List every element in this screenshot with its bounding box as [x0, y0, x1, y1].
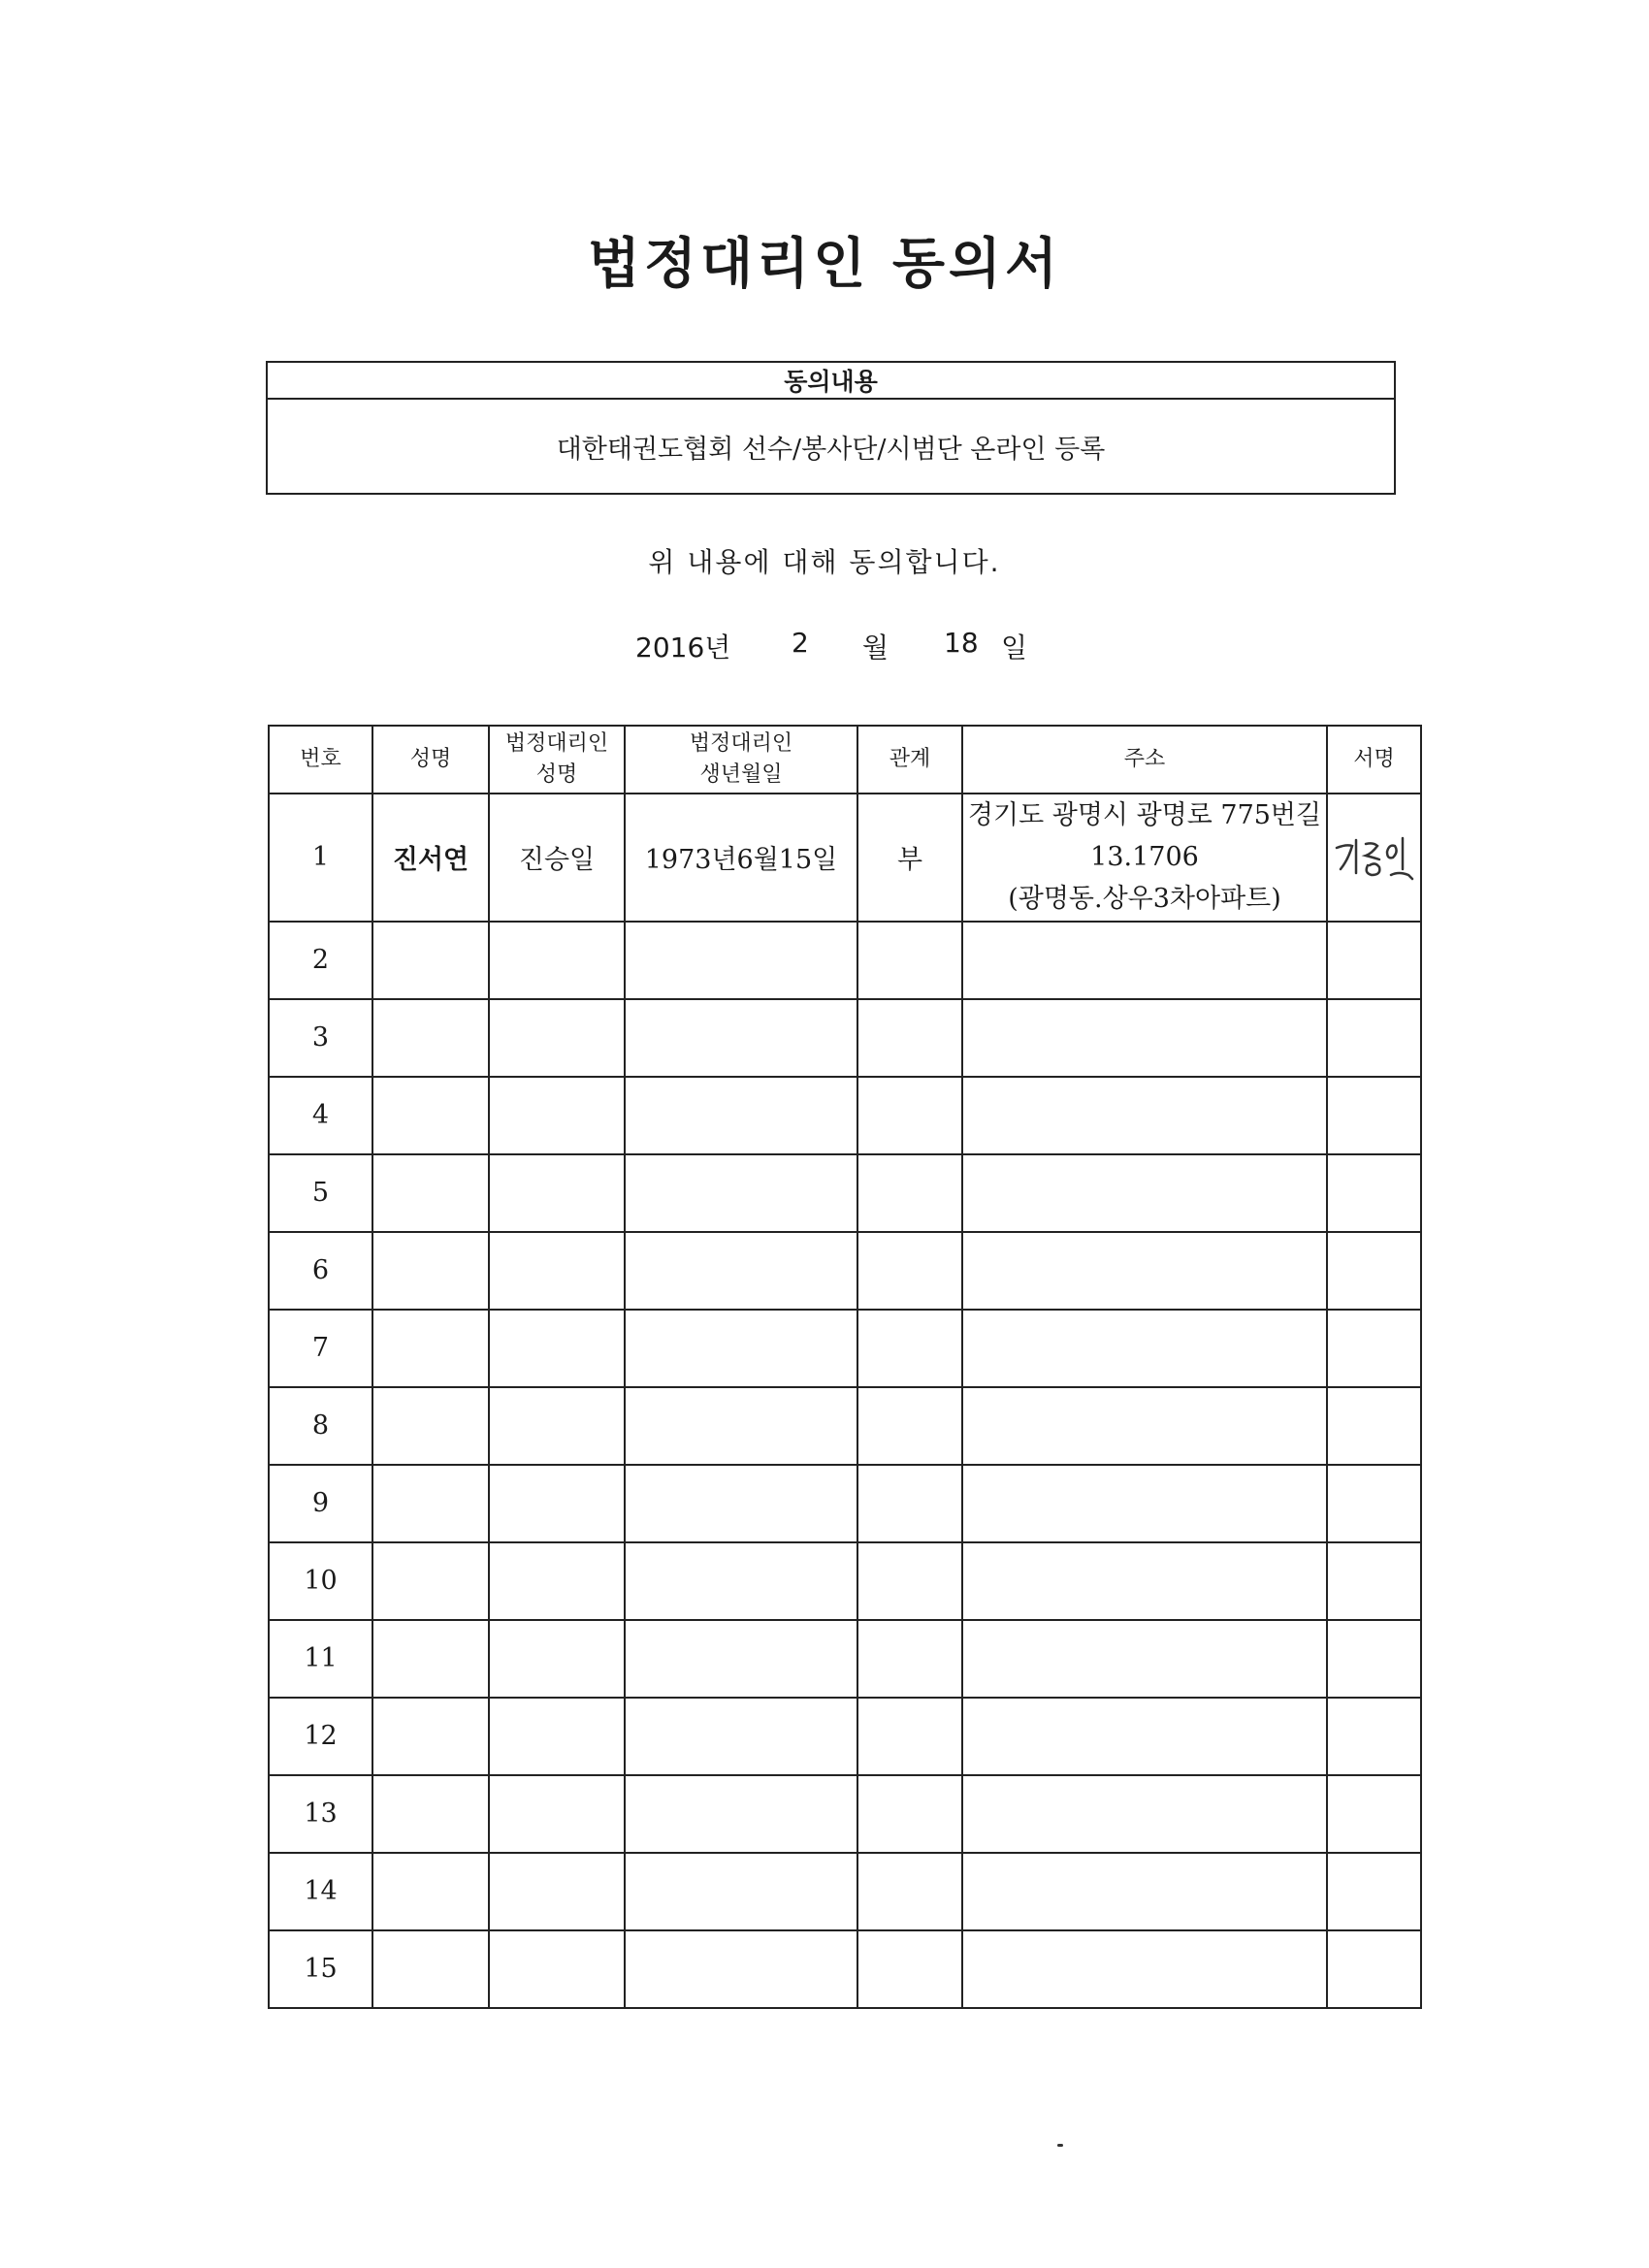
row-address	[962, 1542, 1327, 1620]
row-guardian-name	[489, 1232, 625, 1310]
header-signature: 서명	[1327, 726, 1421, 794]
row-guardian-birth	[625, 1387, 857, 1465]
row-name	[372, 1853, 489, 1930]
agreement-statement: 위 내용에 대해 동의합니다.	[648, 546, 1001, 578]
row-guardian-birth	[625, 1232, 857, 1310]
row-name	[372, 1387, 489, 1465]
row-no: 6	[269, 1232, 372, 1310]
row-name	[372, 1620, 489, 1698]
row-guardian-name	[489, 1620, 625, 1698]
header-relation: 관계	[857, 726, 962, 794]
table-row	[269, 1232, 1421, 1310]
row-guardian-birth	[625, 1698, 857, 1775]
table-row	[269, 1930, 1421, 2008]
row-guardian-name	[489, 1930, 625, 2008]
row-no: 14	[269, 1853, 372, 1930]
table-row	[269, 1698, 1421, 1775]
row-name	[372, 1310, 489, 1387]
row-guardian-name	[489, 1387, 625, 1465]
row-name	[372, 1930, 489, 2008]
row-guardian-name	[489, 1542, 625, 1620]
row-name	[372, 922, 489, 999]
row-address	[962, 1232, 1327, 1310]
row-signature	[1327, 1620, 1421, 1698]
row-signature	[1327, 1310, 1421, 1387]
table-row	[269, 794, 1421, 922]
row-address	[962, 922, 1327, 999]
row-guardian-birth	[625, 1310, 857, 1387]
row-relation	[857, 1930, 962, 2008]
row-signature	[1327, 999, 1421, 1077]
row-guardian-birth	[625, 1465, 857, 1542]
row-no: 10	[269, 1542, 372, 1620]
row-no: 4	[269, 1077, 372, 1154]
table-row	[269, 922, 1421, 999]
row-guardian-birth	[625, 1154, 857, 1232]
header-guardian-name	[489, 726, 625, 794]
table-row	[269, 1775, 1421, 1853]
row-signature	[1327, 1465, 1421, 1542]
row-guardian-name	[489, 1465, 625, 1542]
row-no: 15	[269, 1930, 372, 2008]
date-month-label: 월	[862, 632, 889, 664]
row-name	[372, 1077, 489, 1154]
row-guardian-birth	[625, 1853, 857, 1930]
row-guardian-birth: 1973년6월15일	[625, 794, 857, 922]
date-month: 2	[792, 627, 809, 659]
header-guardian-name-line1: 법정대리인	[504, 731, 609, 757]
handwritten-signature	[1331, 830, 1418, 885]
row-address	[962, 1775, 1327, 1853]
registration-table	[268, 725, 1422, 2009]
row-name	[372, 1232, 489, 1310]
header-address: 주소	[962, 726, 1327, 794]
row-signature	[1327, 922, 1421, 999]
row-signature	[1327, 1775, 1421, 1853]
row-address	[962, 1698, 1327, 1775]
row-relation: 부	[857, 794, 962, 922]
row-address	[962, 1387, 1327, 1465]
table-row	[269, 1853, 1421, 1930]
header-guardian-birth	[625, 726, 857, 794]
row-relation	[857, 1077, 962, 1154]
row-name	[372, 1775, 489, 1853]
row-no: 9	[269, 1465, 372, 1542]
row-signature	[1327, 1154, 1421, 1232]
row-address	[962, 1465, 1327, 1542]
row-signature	[1327, 1930, 1421, 2008]
row-no: 7	[269, 1310, 372, 1387]
consent-body: 대한태권도협회 선수/봉사단/시범단 온라인 등록	[556, 434, 1106, 465]
row-address	[962, 794, 1327, 922]
header-guardian-name-line2: 성명	[535, 762, 578, 787]
row-guardian-name	[489, 922, 625, 999]
table-row	[269, 1077, 1421, 1154]
row-address	[962, 1620, 1327, 1698]
row-guardian-birth	[625, 1775, 857, 1853]
row-relation	[857, 1698, 962, 1775]
row-signature	[1327, 1077, 1421, 1154]
consent-box	[266, 361, 1396, 495]
row-relation	[857, 1232, 962, 1310]
scan-mark	[1057, 2144, 1063, 2147]
consent-header: 동의내용	[268, 363, 1394, 400]
row-signature	[1327, 1853, 1421, 1930]
table-row	[269, 1465, 1421, 1542]
row-relation	[857, 1542, 962, 1620]
row-guardian-name: 진승일	[489, 794, 625, 922]
row-no: 2	[269, 922, 372, 999]
row-signature	[1327, 1542, 1421, 1620]
row-relation	[857, 1154, 962, 1232]
row-relation	[857, 1620, 962, 1698]
row-guardian-name	[489, 1310, 625, 1387]
date-day: 18	[944, 627, 979, 659]
row-address	[962, 1310, 1327, 1387]
row-no: 8	[269, 1387, 372, 1465]
row-guardian-birth	[625, 1930, 857, 2008]
row-guardian-name	[489, 999, 625, 1077]
row-name	[372, 999, 489, 1077]
header-guardian-birth-line2: 생년월일	[699, 762, 783, 787]
row-no: 3	[269, 999, 372, 1077]
row-guardian-birth	[625, 999, 857, 1077]
header-name: 성명	[372, 726, 489, 794]
row-guardian-name	[489, 1698, 625, 1775]
row-guardian-birth	[625, 1620, 857, 1698]
row-guardian-name	[489, 1154, 625, 1232]
table-row	[269, 1154, 1421, 1232]
row-address-line1: 경기도 광명시 광명로 775번길13.1706	[967, 800, 1322, 873]
row-relation	[857, 1775, 962, 1853]
row-guardian-name	[489, 1853, 625, 1930]
header-no: 번호	[269, 726, 372, 794]
row-guardian-birth	[625, 1542, 857, 1620]
row-no: 11	[269, 1620, 372, 1698]
table-header-row	[269, 726, 1421, 794]
header-guardian-birth-line1: 법정대리인	[689, 731, 793, 757]
row-address	[962, 1154, 1327, 1232]
table-row	[269, 999, 1421, 1077]
row-address	[962, 999, 1327, 1077]
table-row	[269, 1387, 1421, 1465]
row-relation	[857, 1310, 962, 1387]
row-address	[962, 1853, 1327, 1930]
row-relation	[857, 1465, 962, 1542]
row-relation	[857, 999, 962, 1077]
row-address	[962, 1077, 1327, 1154]
row-no: 1	[269, 794, 372, 922]
table-row	[269, 1542, 1421, 1620]
row-name: 진서연	[372, 794, 489, 922]
row-no: 13	[269, 1775, 372, 1853]
row-guardian-birth	[625, 922, 857, 999]
row-name	[372, 1698, 489, 1775]
row-address-line2: (광명동.상우3차아파트)	[1008, 884, 1281, 915]
row-signature	[1327, 1232, 1421, 1310]
row-guardian-name	[489, 1077, 625, 1154]
row-signature	[1327, 1387, 1421, 1465]
table-row	[269, 1310, 1421, 1387]
table-row	[269, 1620, 1421, 1698]
date-day-label: 일	[1001, 632, 1028, 664]
row-relation	[857, 1853, 962, 1930]
row-relation	[857, 922, 962, 999]
row-no: 5	[269, 1154, 372, 1232]
row-guardian-name	[489, 1775, 625, 1853]
document-title: 법정대리인 동의서	[587, 233, 1062, 296]
row-no: 12	[269, 1698, 372, 1775]
row-name	[372, 1542, 489, 1620]
row-signature	[1327, 1698, 1421, 1775]
row-name	[372, 1154, 489, 1232]
date-year: 2016년	[635, 632, 731, 664]
row-name	[372, 1465, 489, 1542]
row-signature	[1327, 794, 1421, 922]
row-guardian-birth	[625, 1077, 857, 1154]
row-relation	[857, 1387, 962, 1465]
row-address	[962, 1930, 1327, 2008]
